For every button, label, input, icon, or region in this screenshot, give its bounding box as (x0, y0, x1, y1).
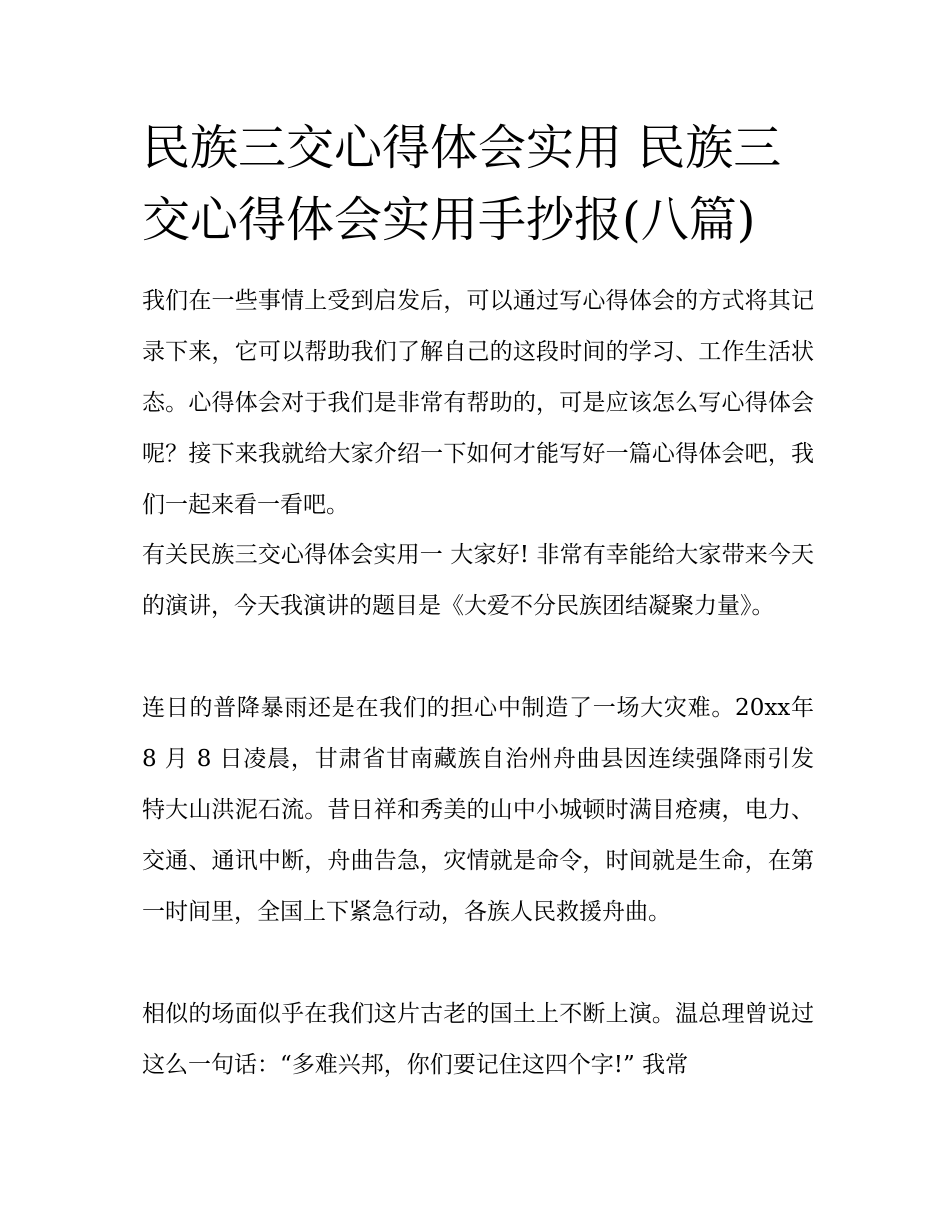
document-title: 民族三交心得体会实用 民族三交心得体会实用手抄报(八篇) (142, 120, 782, 248)
paragraph-intro: 我们在一些事情上受到启发后，可以通过写心得体会的方式将其记录下来，它可以帮助我们了解自己的这段时间的学习、工作生活状态。心得体会对于我们是非常有帮助的，可是应该怎么写心得体会呢？接下来我就给大家介绍一下如何才能写好一篇心得体会吧，我们一起来看一看吧。 (142, 288, 814, 518)
paragraph-speech-opening: 有关民族三交心得体会实用一 大家好! 非常有幸能给大家带来今天的演讲，今天我演讲的题目是《大爱不分民族团结凝聚力量》。 (142, 542, 814, 619)
paragraph-premier-quote: 相似的场面似乎在我们这片古老的国土上不断上演。温总理曾说过这么一句话：“多难兴邦，你们要记住这四个字!” 我常 (142, 1001, 814, 1078)
paragraph-disaster: 连日的普降暴雨还是在我们的担心中制造了一场大灾难。20xx年 8 月 8 日凌晨，甘肃省甘南藏族自治州舟曲县因连续强降雨引发特大山洪泥石流。昔日祥和秀美的山中小城顿时满目疮痍，电力、交通、通讯中断，舟曲告急，灾情就是命令，时间就是生命，在第一时间里，全国上下紧急行动，各族人民救援舟曲。 (142, 695, 814, 925)
